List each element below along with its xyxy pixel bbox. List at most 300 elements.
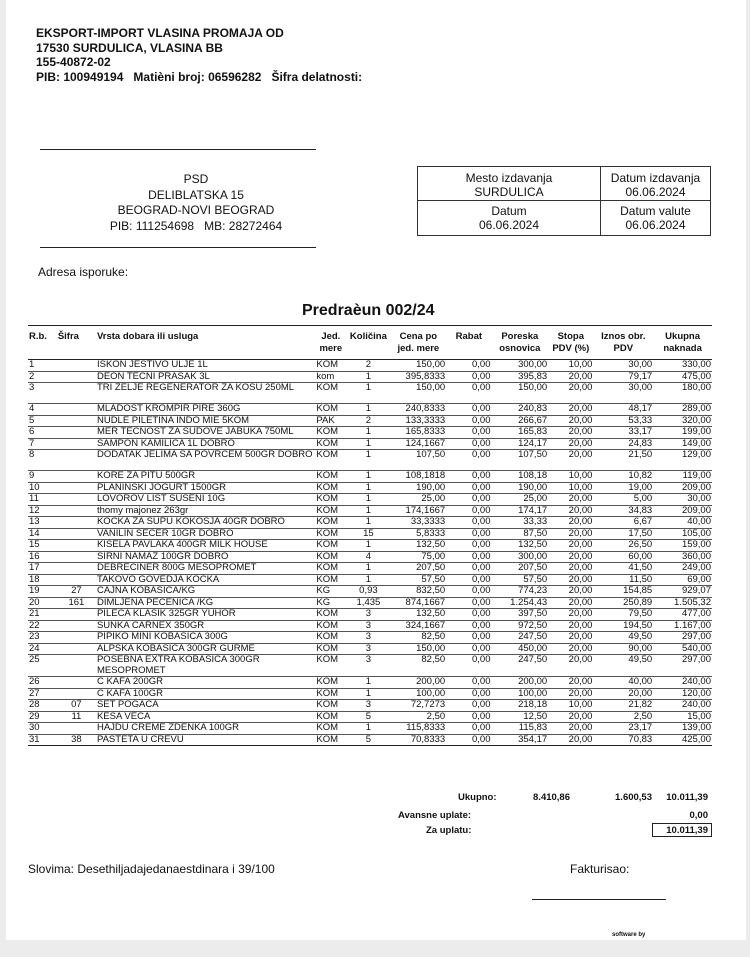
cell-qty: 1 [346,723,390,735]
cell-total: 297,00 [653,655,712,677]
cell-qty: 1 [346,574,390,586]
cell-base: 972,50 [491,620,548,632]
cell-sifra [57,528,96,540]
issue-date: 06.06.2024 [625,185,686,199]
cell-base: 207,50 [491,563,548,575]
cell-unit: KOM [315,620,346,632]
table-row [28,586,712,598]
cell-vat-amount: 20,00 [593,688,653,700]
cell-name: SUNKA CARNEX 350GR [96,620,315,632]
cell-total: 149,00 [653,438,712,450]
cell-unit: KOM [315,723,346,735]
cell-total: 15,00 [653,711,712,723]
col-total: Ukupna naknada [653,326,712,360]
cell-qty: 1 [346,438,390,450]
cell-vat-rate: 20,00 [548,404,593,416]
cell-price: 324,1667 [391,620,447,632]
cell-name: MER TECNOST ZA SUDOVE JABUKA 750ML [96,427,315,439]
cell-sifra [57,482,96,494]
cell-vat-amount: 21,50 [593,450,653,471]
cell-name: LOVOROV LIST SUSENI 10G [96,494,315,506]
cell-unit: kom [315,371,346,383]
cell-sifra [57,404,96,416]
cell-sifra [57,688,96,700]
table-row [28,528,712,540]
cell-rabat: 0,00 [446,427,491,439]
cell-vat-rate: 20,00 [548,574,593,586]
cell-unit: KOM [315,677,346,689]
cell-base: 115,83 [491,723,548,735]
cell-name: KORE ZA PITU 500GR [96,471,315,483]
cell-rb: 26 [28,677,57,689]
cell-unit: KOM [315,688,346,700]
cell-rabat: 0,00 [446,632,491,644]
cell-rb: 24 [28,643,57,655]
cell-qty: 1 [346,482,390,494]
cell-rb: 29 [28,711,57,723]
cell-rabat: 0,00 [446,609,491,621]
cell-vat-amount: 60,00 [593,551,653,563]
total-vat: 1.600,53 [615,792,652,803]
seller-name: EKSPORT-IMPORT VLASINA PROMAJA OD [36,26,284,40]
table-row [28,505,712,517]
seller-block [36,26,362,84]
cell-rb: 23 [28,632,57,644]
cell-base: 57,50 [491,574,548,586]
cell-base: 397,50 [491,609,548,621]
divider-bottom [40,247,316,248]
cell-rabat: 0,00 [446,677,491,689]
cell-sifra [57,655,96,677]
cell-price: 150,00 [391,360,447,372]
table-row [28,540,712,552]
table-row [28,517,712,529]
cell-rb: 22 [28,620,57,632]
cell-price: 190,00 [391,482,447,494]
cell-name: PASTETA U CREVU [96,734,315,746]
cell-sifra [57,471,96,483]
delivery-address-label: Adresa isporuke: [38,265,129,279]
cell-name: ISKON JESTIVO ULJE 1L [96,360,315,372]
cell-sifra [57,438,96,450]
table-row [28,711,712,723]
cell-qty: 3 [346,609,390,621]
cell-rb: 21 [28,609,57,621]
cell-price: 82,50 [391,655,447,677]
cell-rabat: 0,00 [446,563,491,575]
table-row [28,404,712,416]
cell-base: 108,18 [491,471,548,483]
datum-value: 06.06.2024 [478,218,540,232]
cell-qty: 2 [346,415,390,427]
cell-vat-amount: 19,00 [593,482,653,494]
cell-base: 174,17 [491,505,548,517]
cell-total: 540,00 [653,643,712,655]
cell-total: 199,00 [653,427,712,439]
table-row [28,620,712,632]
cell-unit: KOM [315,551,346,563]
cell-qty: 1,435 [346,597,390,609]
cell-rb: 10 [28,482,57,494]
cell-sifra [57,360,96,372]
cell-price: 75,00 [391,551,447,563]
cell-unit: KOM [315,563,346,575]
cell-rabat: 0,00 [446,505,491,517]
cell-qty: 3 [346,643,390,655]
cell-name: TRI ZELJE REGENERATOR ZA KOSU 250ML [96,383,315,404]
cell-rabat: 0,00 [446,360,491,372]
cell-rabat: 0,00 [446,551,491,563]
cell-rabat: 0,00 [446,643,491,655]
cell-sifra [57,517,96,529]
cell-sifra: 38 [57,734,96,746]
cell-base: 1.254,43 [491,597,548,609]
cell-rabat: 0,00 [446,655,491,677]
cell-vat-amount: 79,17 [593,371,653,383]
cell-vat-amount: 33,17 [593,427,653,439]
table-row [28,677,712,689]
cell-base: 450,00 [491,643,548,655]
cell-sifra [57,427,96,439]
cell-rb: 20 [28,597,57,609]
cell-base: 300,00 [491,360,548,372]
cell-base: 774,23 [491,586,548,598]
cell-sifra: 27 [57,586,96,598]
cell-rabat: 0,00 [446,494,491,506]
cell-price: 107,50 [391,450,447,471]
cell-vat-rate: 20,00 [548,609,593,621]
cell-total: 105,00 [653,528,712,540]
col-price: Cena po jed. mere [391,326,447,360]
cell-qty: 1 [346,563,390,575]
cell-qty: 3 [346,620,390,632]
cell-vat-rate: 20,00 [548,383,593,404]
cell-unit: KOM [315,383,346,404]
table-header [28,326,712,360]
cell-price: 5,8333 [391,528,447,540]
cell-unit: KOM [315,700,346,712]
cell-price: 150,00 [391,643,447,655]
document-page [6,0,746,940]
cell-name: MLADOST KROMPIR PIRE 360G [96,404,315,416]
cell-rabat: 0,00 [446,723,491,735]
cell-vat-amount: 34,83 [593,505,653,517]
datum-label: Datum [491,204,527,218]
cell-unit: KOM [315,427,346,439]
value-date-label: Datum valute [620,204,691,218]
cell-sifra [57,450,96,471]
cell-unit: KOM [315,482,346,494]
cell-name: DEON TECNI PRASAK 3L [96,371,315,383]
table-row [28,450,712,471]
buyer-name: PSD [183,172,209,186]
cell-vat-amount: 53,33 [593,415,653,427]
issue-info-box [417,166,711,236]
cell-rb: 3 [28,383,57,404]
table-row [28,688,712,700]
cell-vat-rate: 20,00 [548,438,593,450]
cell-name: KESA VECA [96,711,315,723]
cell-qty: 1 [346,494,390,506]
cell-vat-amount: 30,00 [593,360,653,372]
cell-qty: 3 [346,655,390,677]
cell-sifra [57,494,96,506]
cell-qty: 0,93 [346,586,390,598]
cell-rb: 17 [28,563,57,575]
col-qty: Količina [346,326,390,360]
cell-sifra [57,551,96,563]
table-row [28,723,712,735]
cell-vat-amount: 26,50 [593,540,653,552]
cell-rabat: 0,00 [446,597,491,609]
cell-total: 1.505,32 [653,597,712,609]
cell-base: 150,00 [491,383,548,404]
cell-vat-rate: 20,00 [548,563,593,575]
cell-name: SIRNI NAMAZ 100GR DOBRO [96,551,315,563]
cell-total: 249,00 [653,563,712,575]
cell-vat-rate: 20,00 [548,620,593,632]
cell-vat-amount: 48,17 [593,404,653,416]
cell-price: 82,50 [391,632,447,644]
cell-vat-rate: 20,00 [548,597,593,609]
cell-unit: KOM [315,655,346,677]
cell-rb: 15 [28,540,57,552]
cell-vat-amount: 30,00 [593,383,653,404]
cell-price: 25,00 [391,494,447,506]
buyer-pib: PIB: 111254698 MB: 28272464 [109,218,283,233]
cell-base: 87,50 [491,528,548,540]
advance-label: Avansne uplate: [398,810,472,821]
table-row [28,551,712,563]
cell-rb: 7 [28,438,57,450]
cell-vat-rate: 20,00 [548,371,593,383]
buyer-block [86,172,306,234]
cell-total: 139,00 [653,723,712,735]
cell-total: 30,00 [653,494,712,506]
cell-rb: 5 [28,415,57,427]
cell-rb: 25 [28,655,57,677]
cell-vat-rate: 20,00 [548,655,593,677]
cell-rb: 12 [28,505,57,517]
cell-vat-rate: 20,00 [548,677,593,689]
cell-total: 289,00 [653,404,712,416]
cell-vat-amount: 41,50 [593,563,653,575]
cell-vat-rate: 20,00 [548,450,593,471]
cell-vat-amount: 154,85 [593,586,653,598]
cell-unit: KOM [315,471,346,483]
cell-rabat: 0,00 [446,471,491,483]
total-base: 8.410,86 [533,792,570,803]
cell-rb: 1 [28,360,57,372]
cell-vat-amount: 24,83 [593,438,653,450]
cell-total: 159,00 [653,540,712,552]
cell-base: 240,83 [491,404,548,416]
cell-qty: 1 [346,688,390,700]
cell-vat-amount: 2,50 [593,711,653,723]
cell-rabat: 0,00 [446,688,491,700]
col-sifra: Šifra [57,326,96,360]
cell-sifra [57,723,96,735]
cell-rabat: 0,00 [446,404,491,416]
cell-vat-rate: 20,00 [548,505,593,517]
cell-price: 174,1667 [391,505,447,517]
cell-rabat: 0,00 [446,700,491,712]
cell-total: 240,00 [653,677,712,689]
cell-price: 832,50 [391,586,447,598]
cell-qty: 1 [346,471,390,483]
cell-sifra [57,505,96,517]
cell-vat-amount: 10,82 [593,471,653,483]
buyer-city: BEOGRAD-NOVI BEOGRAD [117,203,275,217]
buyer-street: DELIBLATSKA 15 [148,187,244,202]
cell-price: 132,50 [391,609,447,621]
cell-unit: KOM [315,505,346,517]
col-rabat: Rabat [446,326,491,360]
seller-pib: PIB: 100949194 Matièni broj: 06596282 Šifra delatnosti: [36,69,363,84]
col-vat-amount: Iznos obr. PDV [593,326,653,360]
cell-rabat: 0,00 [446,517,491,529]
cell-rb: 13 [28,517,57,529]
cell-rabat: 0,00 [446,540,491,552]
cell-vat-rate: 20,00 [548,540,593,552]
table-row [28,482,712,494]
cell-name: ALPSKA KOBASICA 300GR GURME [96,643,315,655]
cell-price: 57,50 [391,574,447,586]
cell-vat-rate: 20,00 [548,528,593,540]
cell-sifra [57,620,96,632]
cell-name: PLANINSKI JOGURT 1500GR [96,482,315,494]
cell-price: 165,8333 [391,427,447,439]
cell-sifra [57,574,96,586]
cell-base: 100,00 [491,688,548,700]
cell-sifra: 161 [57,597,96,609]
cell-vat-amount: 5,00 [593,494,653,506]
cell-base: 124,17 [491,438,548,450]
cell-vat-amount: 23,17 [593,723,653,735]
cell-rabat: 0,00 [446,371,491,383]
col-base: Poreska osnovica [491,326,548,360]
cell-total: 119,00 [653,471,712,483]
cell-price: 150,00 [391,383,447,404]
cell-vat-rate: 20,00 [548,711,593,723]
cell-vat-rate: 20,00 [548,688,593,700]
cell-price: 200,00 [391,677,447,689]
cell-total: 477,00 [653,609,712,621]
table-row [28,494,712,506]
cell-price: 108,1818 [391,471,447,483]
cell-base: 247,50 [491,632,548,644]
cell-qty: 4 [346,551,390,563]
cell-sifra: 07 [57,700,96,712]
table-row [28,597,712,609]
cell-unit: KOM [315,438,346,450]
cell-qty: 1 [346,517,390,529]
cell-vat-rate: 20,00 [548,632,593,644]
cell-rb: 19 [28,586,57,598]
cell-unit: KOM [315,494,346,506]
cell-price: 874,1667 [391,597,447,609]
cell-sifra [57,540,96,552]
cell-base: 200,00 [491,677,548,689]
cell-vat-rate: 20,00 [548,494,593,506]
table-row [28,371,712,383]
document-title: Predraèun 002/24 [302,302,435,319]
cell-rabat: 0,00 [446,711,491,723]
cell-total: 360,00 [653,551,712,563]
cell-total: 129,00 [653,450,712,471]
cell-vat-amount: 11,50 [593,574,653,586]
cell-vat-amount: 70,83 [593,734,653,746]
cell-unit: KG [315,586,346,598]
pay-label: Za uplatu: [426,825,472,836]
cell-unit: KOM [315,450,346,471]
cell-sifra [57,563,96,575]
issue-place-label: Mesto izdavanja [465,171,553,185]
cell-rb: 2 [28,371,57,383]
cell-vat-amount: 49,50 [593,632,653,644]
items-table [28,325,712,746]
cell-qty: 1 [346,427,390,439]
cell-sifra [57,632,96,644]
cell-rb: 28 [28,700,57,712]
table-row [28,643,712,655]
cell-qty: 5 [346,734,390,746]
cell-base: 395,83 [491,371,548,383]
cell-total: 40,00 [653,517,712,529]
cell-rb: 31 [28,734,57,746]
cell-base: 107,50 [491,450,548,471]
cell-qty: 1 [346,540,390,552]
cell-rb: 9 [28,471,57,483]
cell-rb: 14 [28,528,57,540]
cell-qty: 2 [346,360,390,372]
cell-rabat: 0,00 [446,574,491,586]
cell-total: 297,00 [653,632,712,644]
cell-rabat: 0,00 [446,383,491,404]
table-row [28,655,712,677]
total-label: Ukupno: [458,792,497,803]
cell-rb: 11 [28,494,57,506]
amount-in-words: Slovima: Desethiljadajedanaestdinara i 39/100 [28,862,275,876]
cell-qty: 1 [346,383,390,404]
cell-total: 475,00 [653,371,712,383]
cell-total: 330,00 [653,360,712,372]
cell-base: 190,00 [491,482,548,494]
cell-qty: 3 [346,632,390,644]
col-name: Vrsta dobara ili usluga [96,326,315,360]
value-date: 06.06.2024 [625,218,686,232]
cell-name: NUDLE PILETINA INDO MIE 5KOM [96,415,315,427]
cell-sifra [57,415,96,427]
cell-rb: 6 [28,427,57,439]
cell-vat-rate: 20,00 [548,427,593,439]
cell-name: DODATAK JELIMA SA POVRCEM 500GR DOBRO [96,450,315,471]
cell-qty: 5 [346,711,390,723]
cell-total: 209,00 [653,505,712,517]
cell-name: KOCKA ZA SUPU KOKOSJA 40GR DOBRO [96,517,315,529]
cell-rabat: 0,00 [446,734,491,746]
cell-vat-rate: 20,00 [548,643,593,655]
issue-date-label: Datum izdavanja [610,171,701,185]
cell-qty: 1 [346,505,390,517]
total-sum: 10.011,39 [666,792,708,803]
cell-name: C KAFA 100GR [96,688,315,700]
cell-price: 70,8333 [391,734,447,746]
cell-price: 100,00 [391,688,447,700]
seller-account: 155-40872-02 [36,55,111,69]
cell-name: SAMPON KAMILICA 1L DOBRO [96,438,315,450]
advance-value: 0,00 [689,810,708,821]
